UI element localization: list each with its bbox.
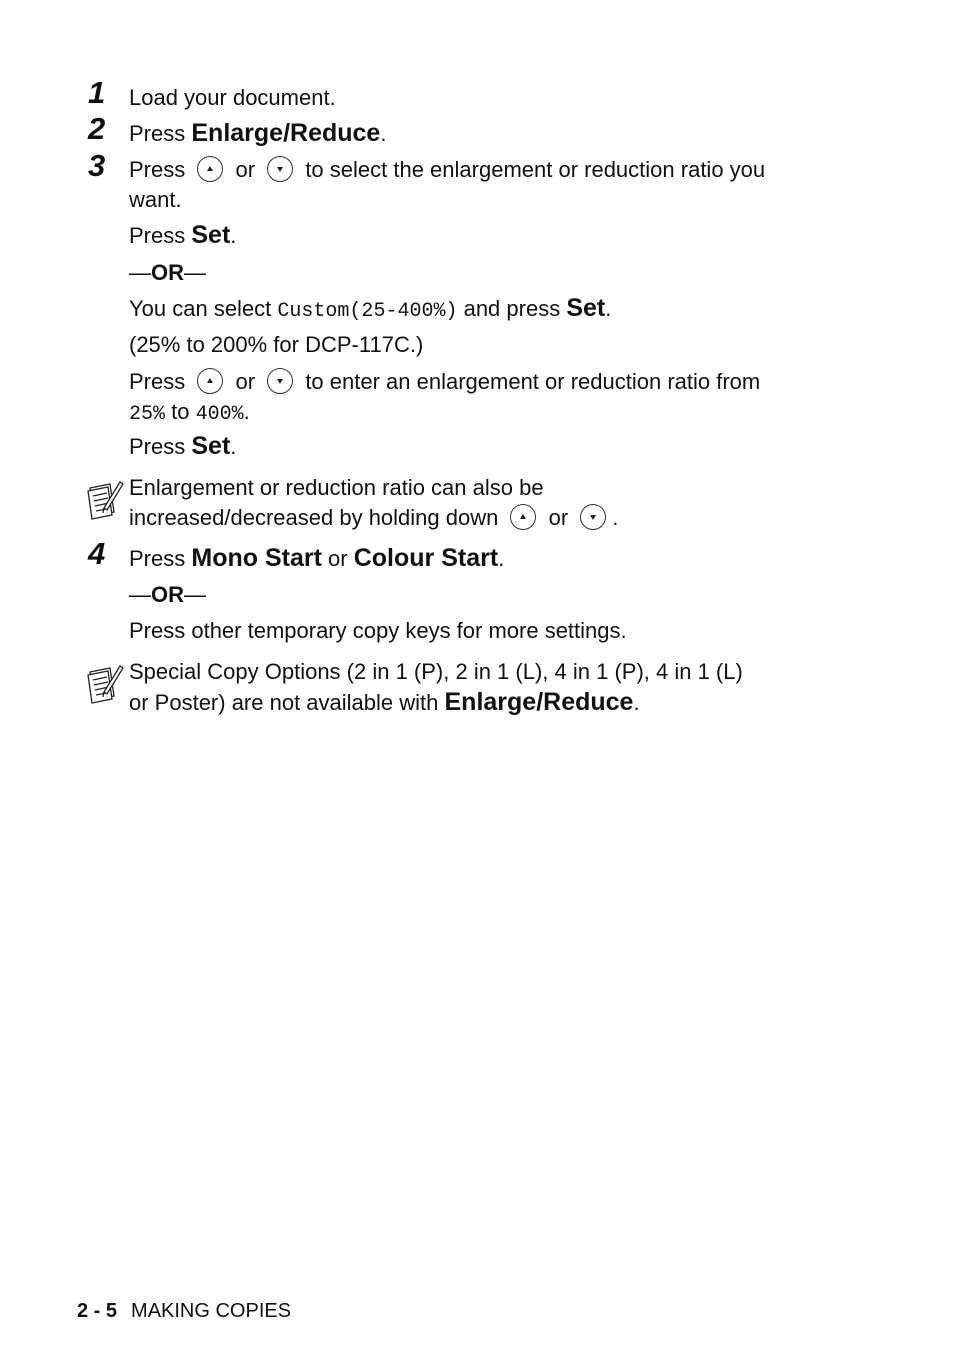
step-3-line-2 <box>129 185 182 215</box>
note-2-line-1 <box>129 657 743 687</box>
press-word: Press <box>129 121 186 146</box>
select-ratio-text: to select the enlargement or reduction ratio you <box>305 157 766 182</box>
or-word: or <box>328 546 348 571</box>
note-2-text-1: Special Copy Options (2 in 1 (P), 2 in 1 (L), 4 in 1 (P), 4 in 1 (L) <box>129 659 743 684</box>
period: . <box>498 546 505 571</box>
period: . <box>633 690 640 715</box>
set-key-label: Set <box>191 221 231 249</box>
press-set-line-1 <box>129 220 236 251</box>
want-text: want. <box>129 187 182 212</box>
press-word: Press <box>129 434 186 459</box>
page-footer <box>77 1300 291 1323</box>
note-pad-icon <box>86 478 124 520</box>
or-divider-label: OR <box>151 260 184 285</box>
step-number-2: 2 <box>88 111 106 146</box>
up-arrow-key-icon <box>197 368 223 394</box>
and-press-text: and press <box>463 296 561 321</box>
step-number-3: 3 <box>88 148 106 183</box>
dcp-range-text: (25% to 200% for DCP-117C.) <box>129 332 424 357</box>
step-1-text <box>129 83 336 113</box>
down-arrow-key-icon <box>580 504 606 530</box>
enter-ratio-text: to enter an enlargement or reduction ratio from <box>305 369 761 394</box>
or-divider-1 <box>129 258 206 288</box>
dash: — <box>129 260 151 285</box>
to-word: to <box>171 399 190 424</box>
custom-option-display: Custom(25-400%) <box>277 300 458 323</box>
down-arrow-key-icon <box>267 368 293 394</box>
period: . <box>230 223 237 248</box>
dash: — <box>129 582 151 607</box>
step-3-line-1 <box>129 155 765 185</box>
set-key-label: Set <box>566 294 606 322</box>
up-arrow-key-icon <box>197 156 223 182</box>
pct-25-display: 25% <box>129 403 166 426</box>
or-divider-2 <box>129 580 206 610</box>
you-can-select-text: You can select <box>129 296 272 321</box>
step-4-text <box>129 543 504 574</box>
load-document-text: Load your document. <box>129 85 336 110</box>
press-word: Press <box>129 546 186 571</box>
enlarge-reduce-key-label: Enlarge/Reduce <box>444 688 634 716</box>
colour-start-key-label: Colour Start <box>353 544 499 572</box>
press-set-line-2 <box>129 431 236 462</box>
press-word: Press <box>129 369 186 394</box>
period: . <box>243 399 250 424</box>
enter-ratio-line-2 <box>129 397 250 430</box>
note-pad-icon <box>86 662 124 704</box>
dash: — <box>184 260 206 285</box>
note-1-text-2: increased/decreased by holding down <box>129 505 499 530</box>
period: . <box>605 296 612 321</box>
step-number-4: 4 <box>88 536 106 571</box>
note-1-line-1 <box>129 473 544 503</box>
other-keys-line <box>129 616 627 646</box>
mono-start-key-label: Mono Start <box>191 544 322 572</box>
up-arrow-key-icon <box>510 504 536 530</box>
note-2-text-2: or Poster) are not available with <box>129 690 439 715</box>
note-2-line-2 <box>129 687 640 718</box>
down-arrow-key-icon <box>267 156 293 182</box>
period: . <box>380 121 387 146</box>
or-word: or <box>235 369 256 394</box>
dash: — <box>184 582 206 607</box>
press-word: Press <box>129 157 186 182</box>
step-2-text <box>129 118 386 149</box>
or-word: or <box>548 505 569 530</box>
step-number-1: 1 <box>88 75 106 110</box>
press-word: Press <box>129 223 186 248</box>
period: . <box>230 434 237 459</box>
note-1-line-2 <box>129 503 618 533</box>
period: . <box>612 505 619 530</box>
dcp-range-note <box>129 330 423 360</box>
or-word: or <box>235 157 256 182</box>
section-title: MAKING COPIES <box>131 1300 292 1322</box>
page-number: 2 - 5 <box>77 1300 118 1322</box>
custom-select-line <box>129 293 611 327</box>
set-key-label: Set <box>191 432 231 460</box>
enter-ratio-line-1 <box>129 367 760 397</box>
or-divider-label: OR <box>151 582 184 607</box>
enlarge-reduce-key-label: Enlarge/Reduce <box>191 119 381 147</box>
note-1-text-1: Enlargement or reduction ratio can also be <box>129 475 544 500</box>
other-keys-text: Press other temporary copy keys for more settings. <box>129 618 627 643</box>
pct-400-display: 400% <box>195 403 244 426</box>
